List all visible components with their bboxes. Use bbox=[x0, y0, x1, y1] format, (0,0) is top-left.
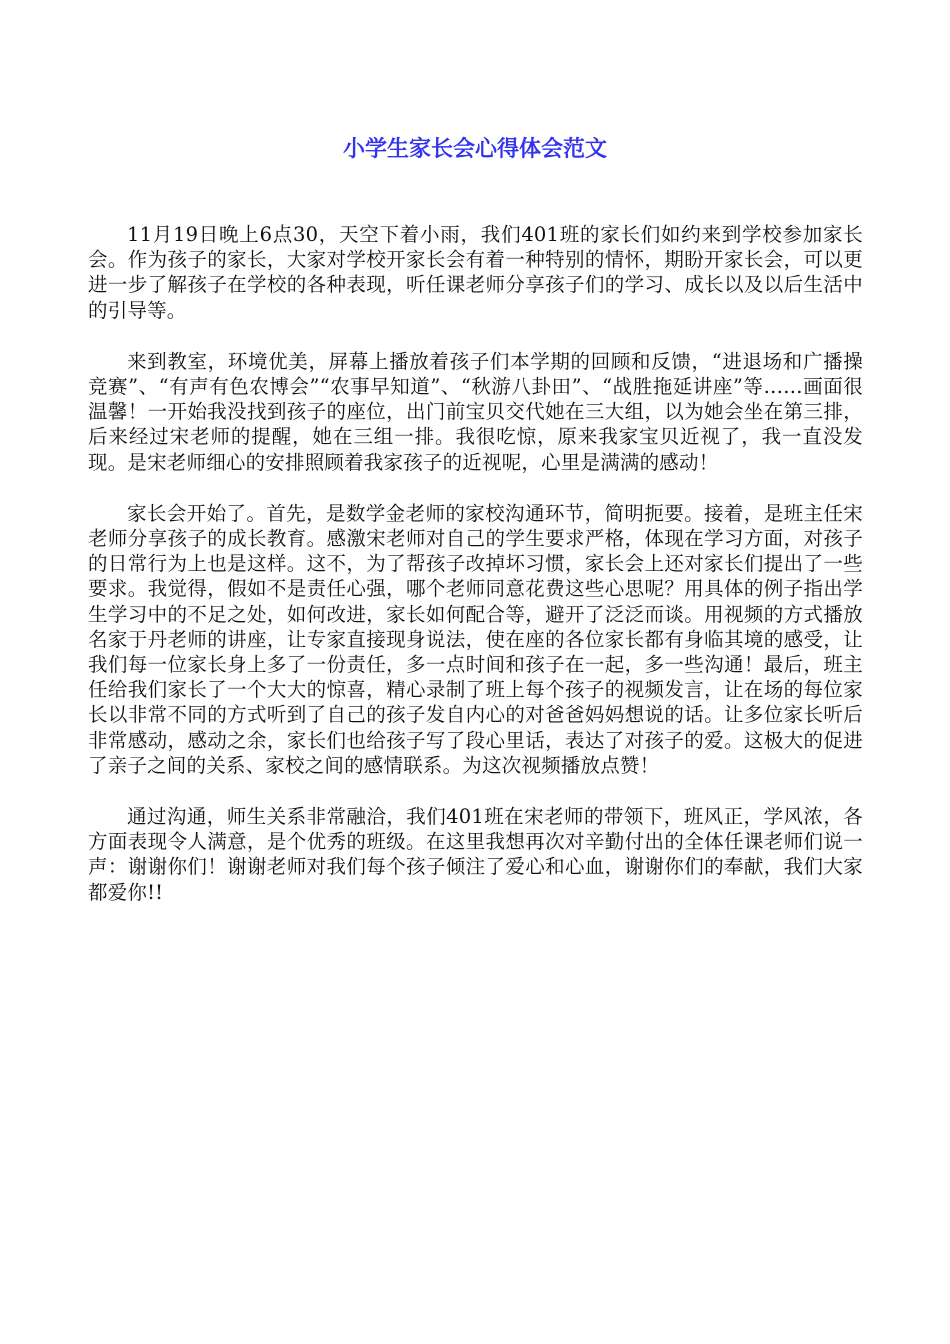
paragraph-2: 来到教室，环境优美，屏幕上播放着孩子们本学期的回顾和反馈，“进退场和广播操竞赛”、“有声有色农博会”“农事早知道”、“秋游八卦田”、“战胜拖延讲座”等……画面很温馨！一开始我没找到孩子的座位，出门前宝贝交代她在三大组，以为她会坐在第三排，后来经过宋老师的提醒，她在三组一排。我很吃惊，原来我家宝贝近视了，我一直没发现。是宋老师细心的安排照顾着我家孩子的近视呢，心里是满满的感动！ bbox=[88, 349, 863, 474]
paragraph-1: 11月19日晚上6点30，天空下着小雨，我们401班的家长们如约来到学校参加家长会。作为孩子的家长，大家对学校开家长会有着一种特别的情怀，期盼开家长会，可以更进一步了解孩子在学校的各种表现，听任课老师分享孩子们的学习、成长以及以后生活中的引导等。 bbox=[88, 223, 863, 322]
paragraph-3: 家长会开始了。首先，是数学金老师的家校沟通环节，简明扼要。接着，是班主任宋老师分享孩子的成长教育。感激宋老师对自己的学生要求严格，体现在学习方面，对孩子的日常行为上也是这样。这不，为了帮孩子改掉坏习惯，家长会上还对家长们提出了一些要求。我觉得，假如不是责任心强，哪个老师同意花费这些心思呢？用具体的例子指出学生学习中的不足之处，如何改进，家长如何配合等，避开了泛泛而谈。用视频的方式播放名家于丹老师的讲座，让专家直接现身说法，使在座的各位家长都有身临其境的感受，让我们每一位家长身上多了一份责任，多一点时间和孩子在一起，多一些沟通！最后，班主任给我们家长了一个大大的惊喜，精心录制了班上每个孩子的视频发言，让在场的每位家长以非常不同的方式听到了自己的孩子发自内心的对爸爸妈妈想说的话。让多位家长听后非常感动，感动之余，家长们也给孩子写了段心里话，表达了对孩子的爱。这极大的促进了亲子之间的关系、家校之间的感情联系。为这次视频播放点赞！ bbox=[88, 501, 863, 777]
document-body bbox=[88, 222, 863, 931]
document-title: 小学生家长会心得体会范文 bbox=[342, 137, 607, 162]
paragraph-4: 通过沟通，师生关系非常融洽，我们401班在宋老师的带领下，班风正，学风浓，各方面表现令人满意，是个优秀的班级。在这里我想再次对辛勤付出的全体任课老师们说一声：谢谢你们！谢谢老师对我们每个孩子倾注了爱心和心血，谢谢你们的奉献，我们大家都爱你!! bbox=[88, 805, 863, 904]
